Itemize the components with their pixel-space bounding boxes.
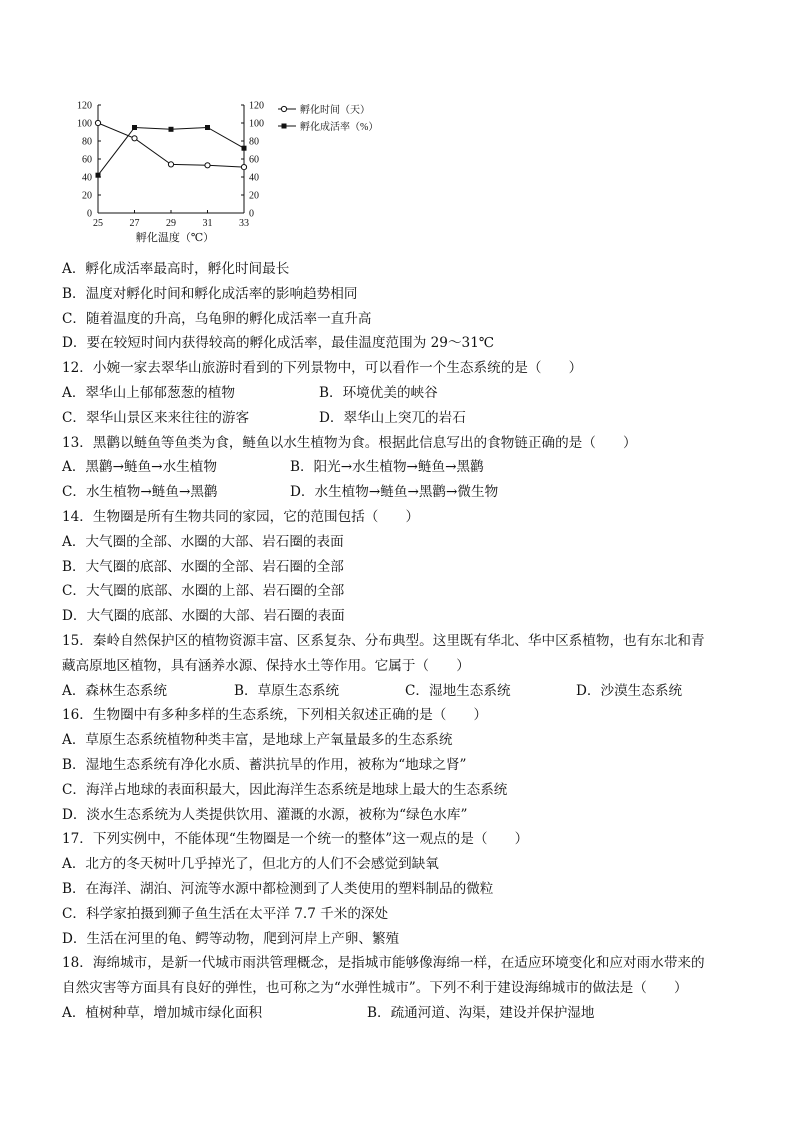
- option-q12o1-1: B．环境优美的峡谷: [319, 384, 438, 401]
- legend-marker-square: [282, 124, 287, 129]
- left-tick-label: 0: [87, 208, 92, 220]
- option-q12o2-0: C．翠华山景区来来往往的游客: [62, 409, 250, 426]
- right-tick-label: 0: [249, 208, 254, 220]
- left-tick-label: 60: [82, 154, 92, 166]
- data-point-survival-rate: [132, 125, 137, 130]
- option-q12o1-0: A．翠华山上郁郁葱葱的植物: [62, 384, 235, 401]
- text-line-q12o1: [62, 381, 742, 406]
- left-tick-label: 20: [82, 190, 92, 202]
- option-q13o2-1: D．水生植物→鲢鱼→黑鹳→微生物: [290, 484, 499, 501]
- data-point-hatching-time: [241, 165, 246, 170]
- legend-marker-circle: [281, 106, 286, 111]
- left-tick-label: 120: [77, 100, 92, 112]
- x-tick-label: 29: [166, 218, 176, 229]
- legend-label: 孵化时间（天）: [300, 105, 370, 116]
- text-line-q16: 16．生物圈中有多种多样的生态系统，下列相关叙述正确的是（ ）: [62, 707, 488, 724]
- left-tick-label: 40: [82, 172, 92, 184]
- text-line-q13: 13．黑鹳以鲢鱼等鱼类为食，鲢鱼以水生植物为食。根据此信息写出的食物链正确的是（ ）: [62, 434, 637, 451]
- text-line-q14d: D．大气圈的底部、水圈的大部、岩石圈的表面: [62, 608, 345, 625]
- text-line-q11d: D．要在较短时间内获得较高的孵化成活率，最佳温度范围为 29～31℃: [62, 335, 495, 352]
- hatching-chart: [60, 95, 379, 245]
- data-point-survival-rate: [205, 125, 210, 130]
- data-point-survival-rate: [242, 146, 247, 151]
- option-q13o1-0: A．黑鹳→鲢鱼→水生植物: [62, 459, 217, 476]
- text-line-q16d: D．淡水生态系统为人类提供饮用、灌溉的水源，被称为“绿色水库”: [62, 806, 468, 823]
- data-point-survival-rate: [96, 173, 101, 178]
- text-line-q16a: A．草原生态系统植物种类丰富，是地球上产氧量最多的生态系统: [62, 732, 453, 749]
- left-tick-label: 80: [82, 136, 92, 148]
- text-line-q14: 14．生物圈是所有生物共同的家园，它的范围包括（ ）: [62, 508, 420, 525]
- right-tick-label: 100: [249, 118, 264, 130]
- right-tick-label: 20: [249, 190, 259, 202]
- text-line-q17d: D．生活在河里的龟、鳄等动物，爬到河岸上产卵、繁殖: [62, 930, 400, 947]
- chart-legend: [278, 103, 378, 133]
- option-q15o-0: A．森林生态系统: [62, 682, 167, 699]
- chart-series: [95, 120, 246, 177]
- option-q18o1-1: B．疏通河道、沟渠，建设并保护湿地: [367, 1004, 595, 1021]
- data-point-hatching-time: [95, 120, 100, 125]
- option-q15o-3: D．沙漠生态系统: [576, 682, 683, 699]
- text-line-q12: 12．小婉一家去翠华山旅游时看到的下列景物中，可以看作一个生态系统的是（ ）: [62, 360, 583, 377]
- legend-label: 孵化成活率（%）: [300, 122, 379, 133]
- x-tick-label: 33: [239, 218, 249, 229]
- option-q18o1-0: A．植树种草，增加城市绿化面积: [62, 1004, 263, 1021]
- option-q15o-2: C．湿地生态系统: [405, 682, 511, 699]
- text-line-q13o1: [62, 455, 742, 480]
- question-list: [62, 257, 742, 1026]
- right-tick-label: 60: [249, 154, 259, 166]
- text-line-q17: 17．下列实例中，不能体现“生物圈是一个统一的整体”这一观点的是（ ）: [62, 831, 529, 848]
- data-point-hatching-time: [205, 163, 210, 168]
- chart-x-label: 孵化温度（℃）: [135, 232, 215, 244]
- right-tick-label: 120: [249, 100, 264, 112]
- right-tick-label: 40: [249, 172, 259, 184]
- text-line-q18o1: [62, 1001, 742, 1026]
- text-line-q17b: B．在海洋、湖泊、河流等水源中都检测到了人类使用的塑料制品的微粒: [62, 880, 494, 897]
- x-tick-label: 25: [93, 218, 103, 229]
- option-q13o1-1: B．阳光→水生植物→鲢鱼→黑鹳: [290, 459, 484, 476]
- left-tick-label: 100: [77, 118, 92, 130]
- data-point-hatching-time: [168, 162, 173, 167]
- option-q15o-1: B．草原生态系统: [234, 682, 340, 699]
- data-point-hatching-time: [132, 136, 137, 141]
- text-line-q14a: A．大气圈的全部、水圈的大部、岩石圈的表面: [62, 533, 344, 550]
- text-line-q15b: 藏高原地区植物，具有涵养水源、保持水土等作用。它属于（ ）: [62, 657, 470, 674]
- chart-axes: [98, 105, 244, 213]
- x-tick-label: 27: [129, 218, 140, 229]
- text-line-q16b: B．湿地生态系统有净化水质、蓄洪抗旱的作用，被称为“地球之肾”: [62, 756, 467, 773]
- option-q12o2-1: D．翠华山上突兀的岩石: [319, 409, 466, 426]
- text-line-q17c: C．科学家拍摄到狮子鱼生活在太平洋 7.7 千米的深处: [62, 905, 389, 922]
- text-line-q14b: B．大气圈的底部、水圈的全部、岩石圈的全部: [62, 558, 344, 575]
- text-line-q17a: A．北方的冬天树叶几乎掉光了，但北方的人们不会感觉到缺氧: [62, 856, 439, 873]
- text-line-q11c: C．随着温度的升高，乌龟卵的孵化成活率一直升高: [62, 310, 372, 327]
- text-line-q13o2: [62, 480, 742, 505]
- text-line-q15: 15．秦岭自然保护区的植物资源丰富、区系复杂、分布典型。这里既有华北、华中区系植物，也有东北和青: [62, 632, 705, 649]
- text-line-q18b: 自然灾害等方面具有良好的弹性，也可称之为“水弹性城市”。下列不利于建设海绵城市的做法是（ ）: [62, 980, 688, 997]
- text-line-q11b: B．温度对孵化时间和孵化成活率的影响趋势相同: [62, 285, 358, 302]
- text-line-q12o2: [62, 406, 742, 431]
- right-tick-label: 80: [249, 136, 259, 148]
- series-line: [98, 128, 244, 176]
- text-line-q14c: C．大气圈的底部、水圈的上部、岩石圈的全部: [62, 583, 345, 600]
- text-line-q18: 18．海绵城市，是新一代城市雨洪管理概念，是指城市能够像海绵一样，在适应环境变化和应对雨水带来的: [62, 955, 705, 972]
- text-line-q11a: A．孵化成活率最高时，孵化时间最长: [62, 261, 290, 277]
- option-q13o2-0: C．水生植物→鲢鱼→黑鹳: [62, 484, 218, 501]
- text-line-q15o: [62, 679, 742, 704]
- x-tick-label: 31: [202, 218, 213, 229]
- text-line-q16c: C．海洋占地球的表面积最大，因此海洋生态系统是地球上最大的生态系统: [62, 781, 508, 798]
- data-point-survival-rate: [169, 127, 174, 132]
